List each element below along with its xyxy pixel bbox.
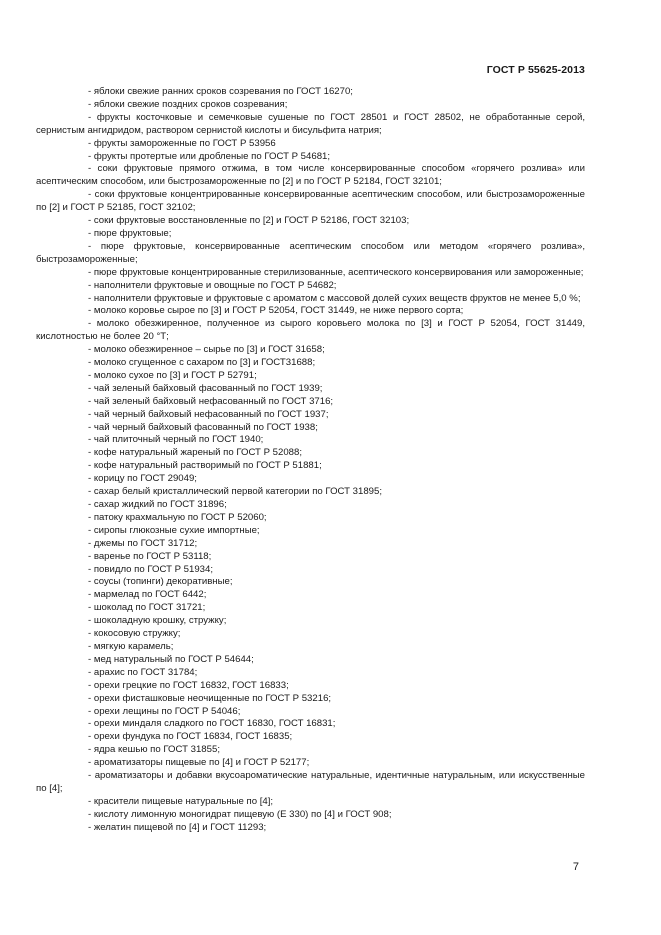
list-item: - мягкую карамель;	[88, 640, 174, 652]
document-code-header: ГОСТ Р 55625-2013	[486, 64, 585, 76]
list-item: - чай плиточный черный по ГОСТ 1940;	[88, 434, 264, 446]
list-item: - молоко сгущенное с сахаром по [3] и ГОСТ31688;	[88, 357, 316, 369]
list-item: - фрукты протертые или дробленые по ГОСТ Р 54681;	[88, 150, 331, 162]
list-item: - чай зеленый байховый фасованный по ГОСТ 1939;	[88, 382, 323, 394]
list-item: - соки фруктовые концентрированные консервированные асептическим способом, или быстрозамороженные по [2] и ГОСТ Р 52185, ГОСТ 32102;	[36, 189, 585, 214]
list-item: - шоколадную крошку, стружку;	[88, 615, 227, 627]
list-item: - кокосовую стружку;	[88, 628, 181, 640]
list-item: - кофе натуральный жареный по ГОСТ Р 52088;	[88, 447, 302, 459]
list-item: - соусы (топинги) декоративные;	[88, 576, 233, 588]
list-item: - красители пищевые натуральные по [4];	[88, 795, 274, 807]
list-item: - яблоки свежие поздних сроков созревания;	[88, 98, 288, 110]
list-item: - корицу по ГОСТ 29049;	[88, 473, 197, 485]
list-item: - повидло по ГОСТ Р 51934;	[88, 563, 214, 575]
list-item: - наполнители фруктовые и фруктовые с ароматом с массовой долей сухих веществ фруктов не менее 5,0 %;	[88, 292, 581, 304]
list-item: - орехи миндаля сладкого по ГОСТ 16830, ГОСТ 16831;	[88, 718, 336, 730]
list-item: - соки фруктовые прямого отжима, в том числе консервированные способом «горячего розлива» или асептическим способом, или быстрозамороженные по [2] и по ГОСТ Р 52184, ГОСТ 32101;	[36, 163, 585, 188]
list-item: - ароматизаторы и добавки вкусоароматические натуральные, идентичные натуральным, или искусственные по [4];	[36, 770, 585, 794]
list-item: - ароматизаторы пищевые по [4] и ГОСТ Р 52177;	[88, 757, 310, 769]
list-item: - мед натуральный по ГОСТ Р 54644;	[88, 653, 254, 665]
list-item: - орехи фундука по ГОСТ 16834, ГОСТ 16835;	[88, 731, 293, 743]
list-item: - варенье по ГОСТ Р 53118;	[88, 550, 212, 562]
ingredient-list	[36, 86, 585, 835]
list-item: - мармелад по ГОСТ 6442;	[88, 589, 207, 601]
list-item: - шоколад по ГОСТ 31721;	[88, 602, 206, 614]
list-item: - ядра кешью по ГОСТ 31855;	[88, 744, 220, 756]
list-item: - соки фруктовые восстановленные по [2] и ГОСТ Р 52186, ГОСТ 32103;	[88, 215, 410, 227]
list-item: - пюре фруктовые концентрированные стерилизованные, асептического консервирования или замороженные;	[88, 266, 584, 278]
list-item: - джемы по ГОСТ 31712;	[88, 537, 198, 549]
list-item: - наполнители фруктовые и овощные по ГОСТ Р 54682;	[88, 279, 337, 291]
page-number: 7	[572, 861, 579, 873]
list-item: - орехи фисташковые неочищенные по ГОСТ Р 53216;	[88, 692, 332, 704]
list-item: - молоко коровье сырое по [3] и ГОСТ Р 52054, ГОСТ 31449, не ниже первого сорта;	[88, 305, 464, 317]
list-item: - фрукты замороженные по ГОСТ Р 53956	[88, 137, 276, 149]
list-item: - молоко обезжиренное, полученное из сырого коровьего молока по [3] и ГОСТ Р 52054, ГОСТ 31449, кислотностью не более 20 °Т;	[36, 318, 585, 343]
list-item: - яблоки свежие ранних сроков созревания по ГОСТ 16270;	[88, 86, 353, 97]
list-item: - кофе натуральный растворимый по ГОСТ Р 51881;	[88, 460, 322, 472]
list-item: - сиропы глюкозные сухие импортные;	[88, 524, 260, 536]
list-item: - чай черный байховый нефасованный по ГОСТ 1937;	[88, 408, 329, 420]
list-item: - молоко обезжиренное – сырье по [3] и ГОСТ 31658;	[88, 344, 325, 356]
list-item: - чай зеленый байховый нефасованный по ГОСТ 3716;	[88, 395, 334, 407]
list-item: - кислоту лимонную моногидрат пищевую (Е 330) по [4] и ГОСТ 908;	[88, 808, 392, 820]
list-item: - патоку крахмальную по ГОСТ Р 52060;	[88, 511, 267, 523]
list-item: - орехи грецкие по ГОСТ 16832, ГОСТ 16833;	[88, 679, 289, 691]
list-item: - сахар белый кристаллический первой категории по ГОСТ 31895;	[88, 486, 383, 498]
list-item: - пюре фруктовые;	[88, 227, 172, 239]
list-item: - орехи лещины по ГОСТ Р 54046;	[88, 705, 241, 717]
list-item: - фрукты косточковые и семечковые сушеные по ГОСТ 28501 и ГОСТ 28502, не обработанные серой, сернистым ангидридом, раствором сернистой кислоты и бисульфита натрия;	[36, 111, 585, 136]
list-item: - арахис по ГОСТ 31784;	[88, 666, 198, 678]
list-item: - чай черный байховый фасованный по ГОСТ 1938;	[88, 421, 318, 433]
list-item: - молоко сухое по [3] и ГОСТ Р 52791;	[88, 369, 257, 381]
list-item: - сахар жидкий по ГОСТ 31896;	[88, 499, 227, 510]
list-item: - желатин пищевой по [4] и ГОСТ 11293;	[88, 821, 267, 833]
list-item: - пюре фруктовые, консервированные асептическим способом или методом «горячего розлива», быстрозамороженные;	[36, 240, 585, 265]
